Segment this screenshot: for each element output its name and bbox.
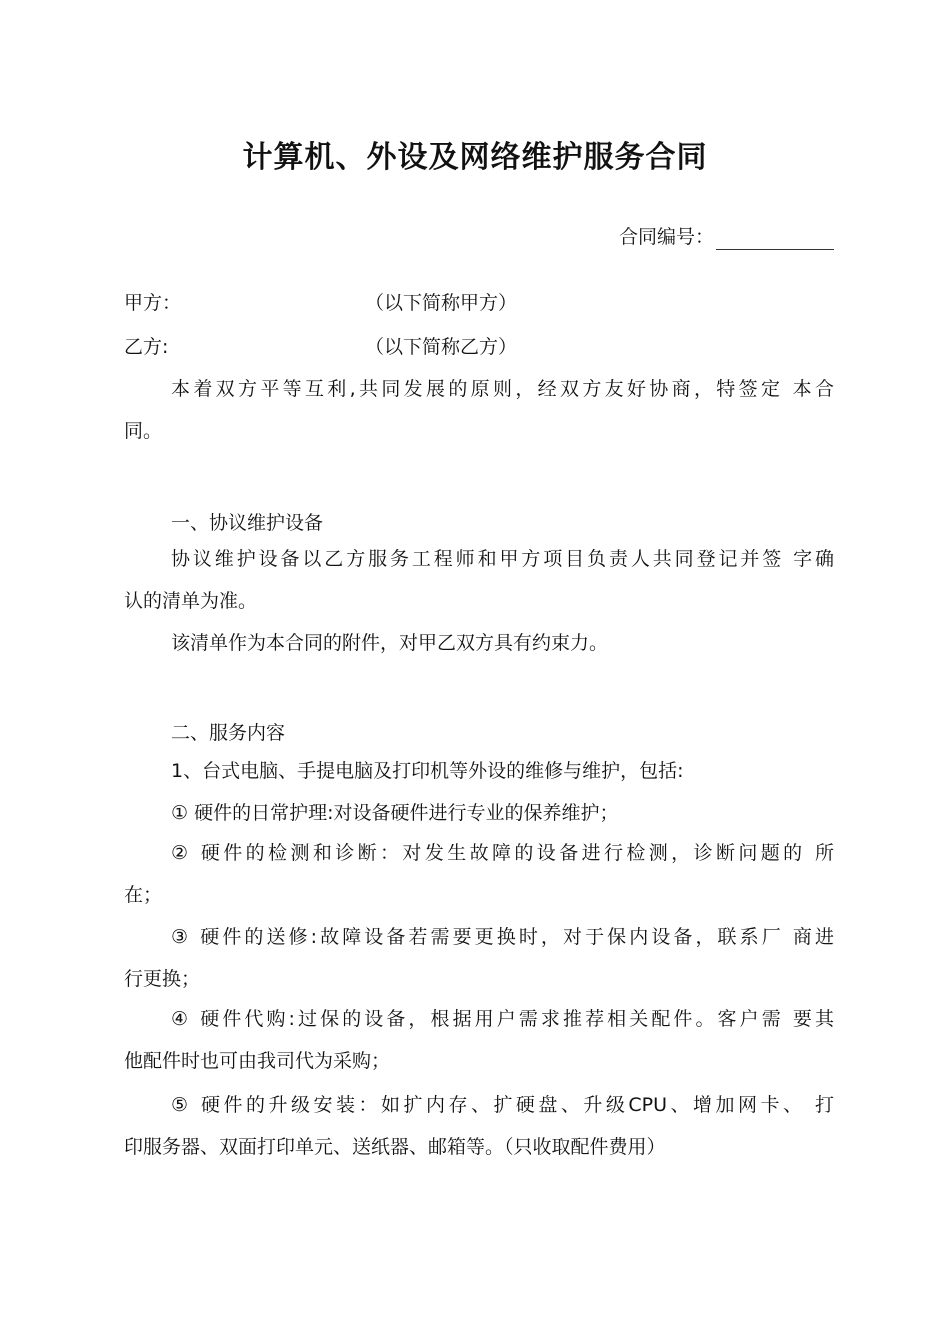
section-1-heading: 一、协议维护设备	[171, 512, 324, 534]
section-1-p1-line-1: 协议维护设备以乙方服务工程师和甲方项目负责人共同登记并签 字确	[171, 548, 834, 570]
section-2-item-1: 1、台式电脑、手提电脑及打印机等外设的维修与维护，包括:	[171, 760, 684, 782]
sub-item-3-line-2: 行更换；	[124, 968, 201, 990]
sub-item-5	[124, 1084, 834, 1168]
sub-item-2	[124, 832, 834, 916]
sub-item-3-line-1: ③ 硬件的送修:故障设备若需要更换时，对于保内设备，联系厂 商进	[171, 926, 834, 948]
sub-item-3	[124, 916, 834, 1000]
section-1-p1-line-2: 认的清单为准。	[124, 590, 258, 612]
sub-item-4-line-1: ④ 硬件代购:过保的设备，根据用户需求推荐相关配件。客户需 要其	[171, 1008, 834, 1030]
intro-line-2: 同。	[124, 420, 163, 442]
sub-item-1: ① 硬件的日常护理:对设备硬件进行专业的保养维护；	[171, 802, 619, 824]
intro-paragraph	[124, 368, 834, 452]
party-b-label: 乙方:	[124, 336, 169, 358]
contract-number	[619, 224, 834, 250]
sub-item-4-line-2: 他配件时也可由我司代为采购；	[124, 1050, 391, 1072]
contract-number-label: 合同编号：	[618, 226, 714, 248]
section-1-paragraph-2: 该清单作为本合同的附件，对甲乙双方具有约束力。	[171, 632, 609, 654]
contract-number-blank	[716, 231, 834, 250]
sub-item-5-line-2: 印服务器、双面打印单元、送纸器、邮箱等。（只收取配件费用）	[124, 1136, 666, 1158]
document-title: 计算机、外设及网络维护服务合同	[242, 140, 708, 175]
sub-item-2-line-1: ② 硬件的检测和诊断：对发生故障的设备进行检测，诊断问题的 所	[171, 842, 834, 864]
section-1-paragraph-1	[124, 538, 834, 622]
sub-item-4	[124, 998, 834, 1082]
party-a-note: （以下简称甲方）	[365, 292, 518, 314]
section-2-heading: 二、服务内容	[171, 722, 286, 744]
party-a-label: 甲方：	[124, 292, 182, 314]
intro-line-1: 本着双方平等互利,共同发展的原则，经双方友好协商，特签定 本合	[171, 378, 834, 400]
sub-item-2-line-2: 在；	[124, 884, 163, 906]
sub-item-5-line-1: ⑤ 硬件的升级安装：如扩内存、扩硬盘、升级CPU、增加网卡、 打	[171, 1094, 834, 1116]
party-b-note: （以下简称乙方）	[365, 336, 518, 358]
